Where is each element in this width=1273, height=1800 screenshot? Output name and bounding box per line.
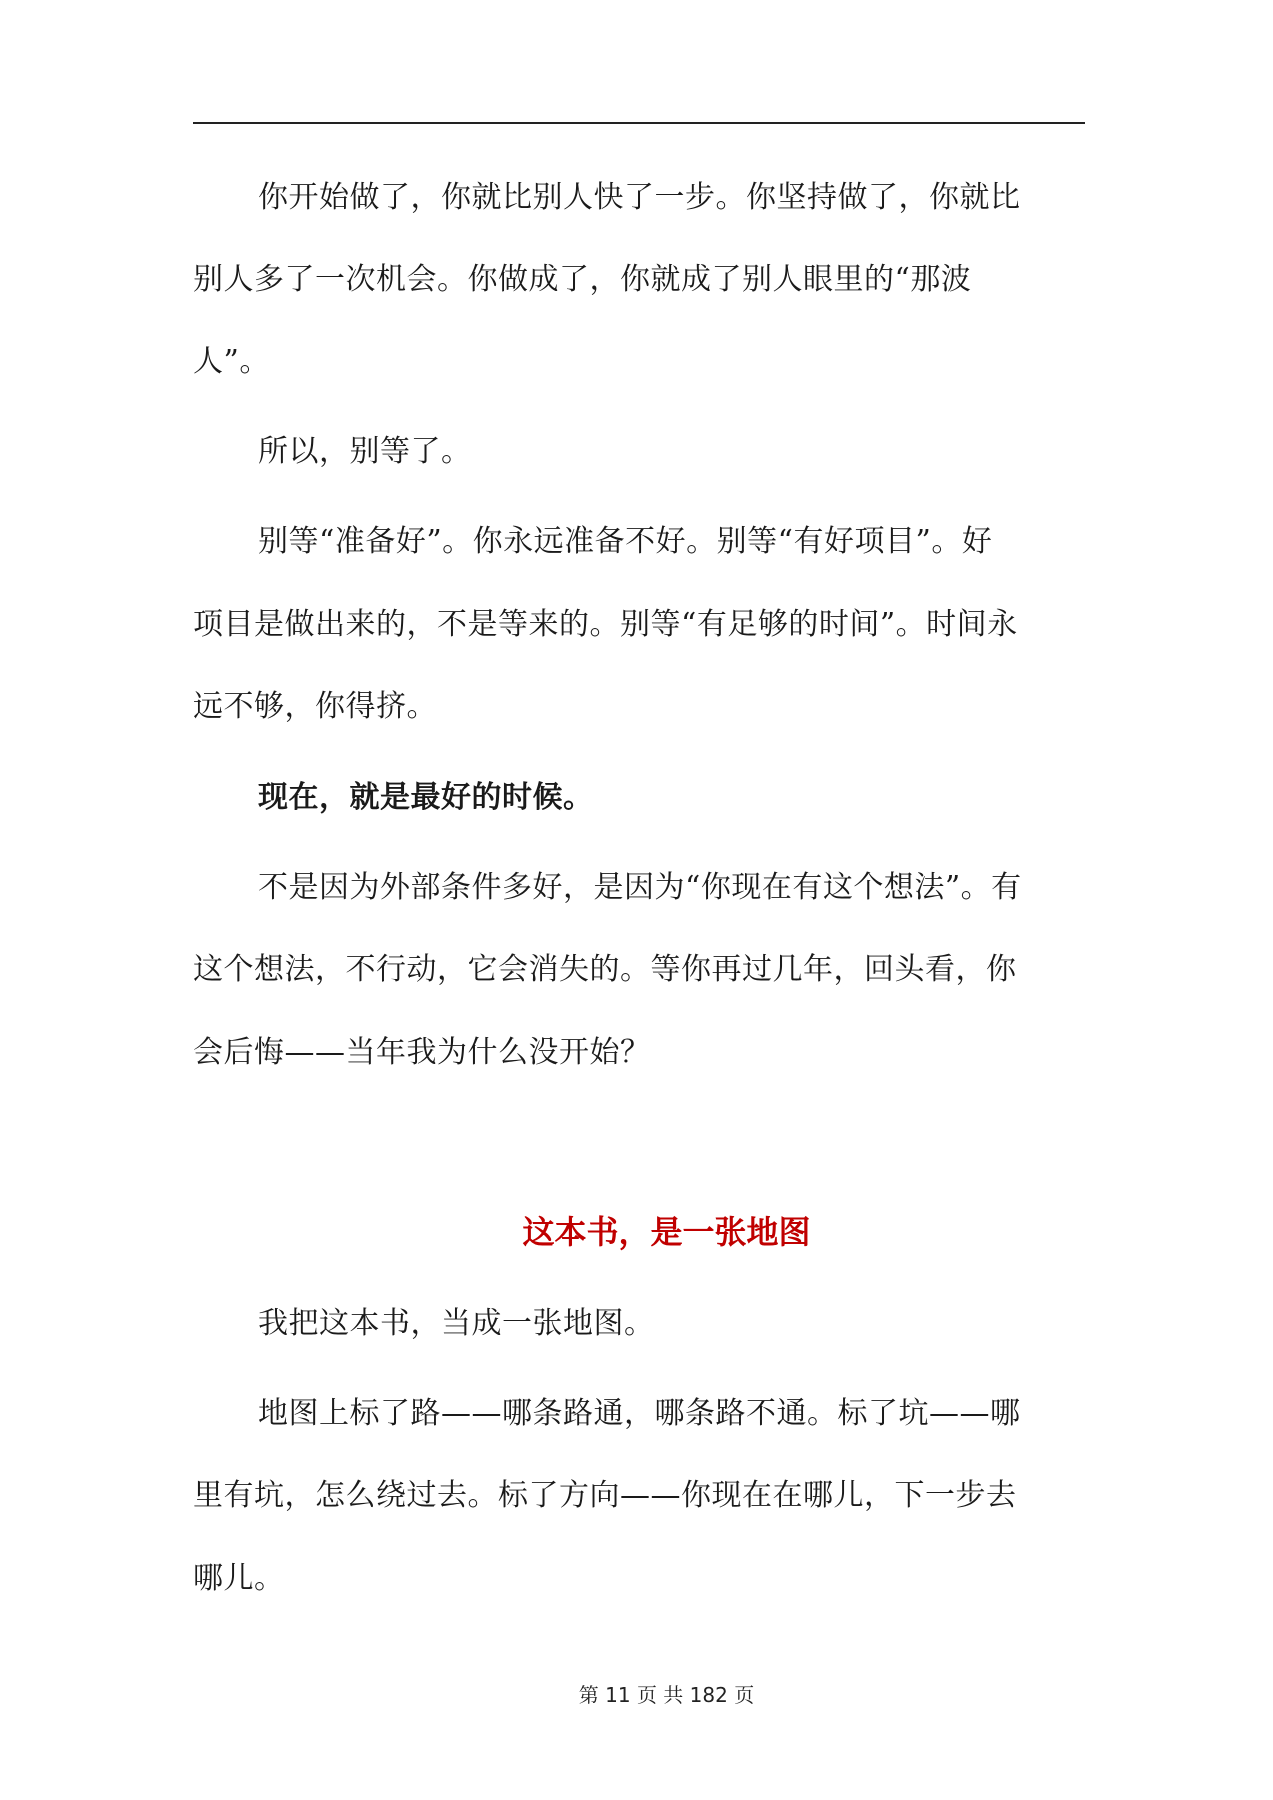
paragraph-3-line-1: 别等“准备好”。你永远准备不好。别等“有好项目”。好 [258,524,993,559]
page-number-footer: 第 11 页 共 182 页 [578,1683,755,1707]
paragraph-5-line-1: 不是因为外部条件多好，是因为“你现在有这个想法”。有 [258,870,1022,905]
paragraph-3-line-2: 项目是做出来的，不是等来的。别等“有足够的时间”。时间永 [193,607,1018,642]
header-rule [193,122,1085,124]
paragraph-2: 所以，别等了。 [258,434,472,469]
paragraph-7-line-3: 哪儿。 [193,1561,285,1596]
paragraph-3-line-3: 远不够，你得挤。 [193,689,437,724]
emphasis-paragraph: 现在，就是最好的时候。 [258,780,594,815]
paragraph-5-line-2: 这个想法，不行动，它会消失的。等你再过几年，回头看，你 [193,952,1017,987]
paragraph-5-line-3: 会后悔——当年我为什么没开始？ [193,1035,651,1070]
paragraph-7-line-1: 地图上标了路——哪条路通，哪条路不通。标了坑——哪 [258,1396,1021,1431]
paragraph-1-line-1: 你开始做了，你就比别人快了一步。你坚持做了，你就比 [258,180,1021,215]
section-heading: 这本书，是一张地图 [522,1213,811,1251]
paragraph-1-line-2: 别人多了一次机会。你做成了，你就成了别人眼里的“那波 [193,262,972,297]
paragraph-7-line-2: 里有坑，怎么绕过去。标了方向——你现在在哪儿，下一步去 [193,1478,1017,1513]
paragraph-1-line-3: 人”。 [193,344,270,379]
paragraph-6: 我把这本书，当成一张地图。 [258,1306,655,1341]
